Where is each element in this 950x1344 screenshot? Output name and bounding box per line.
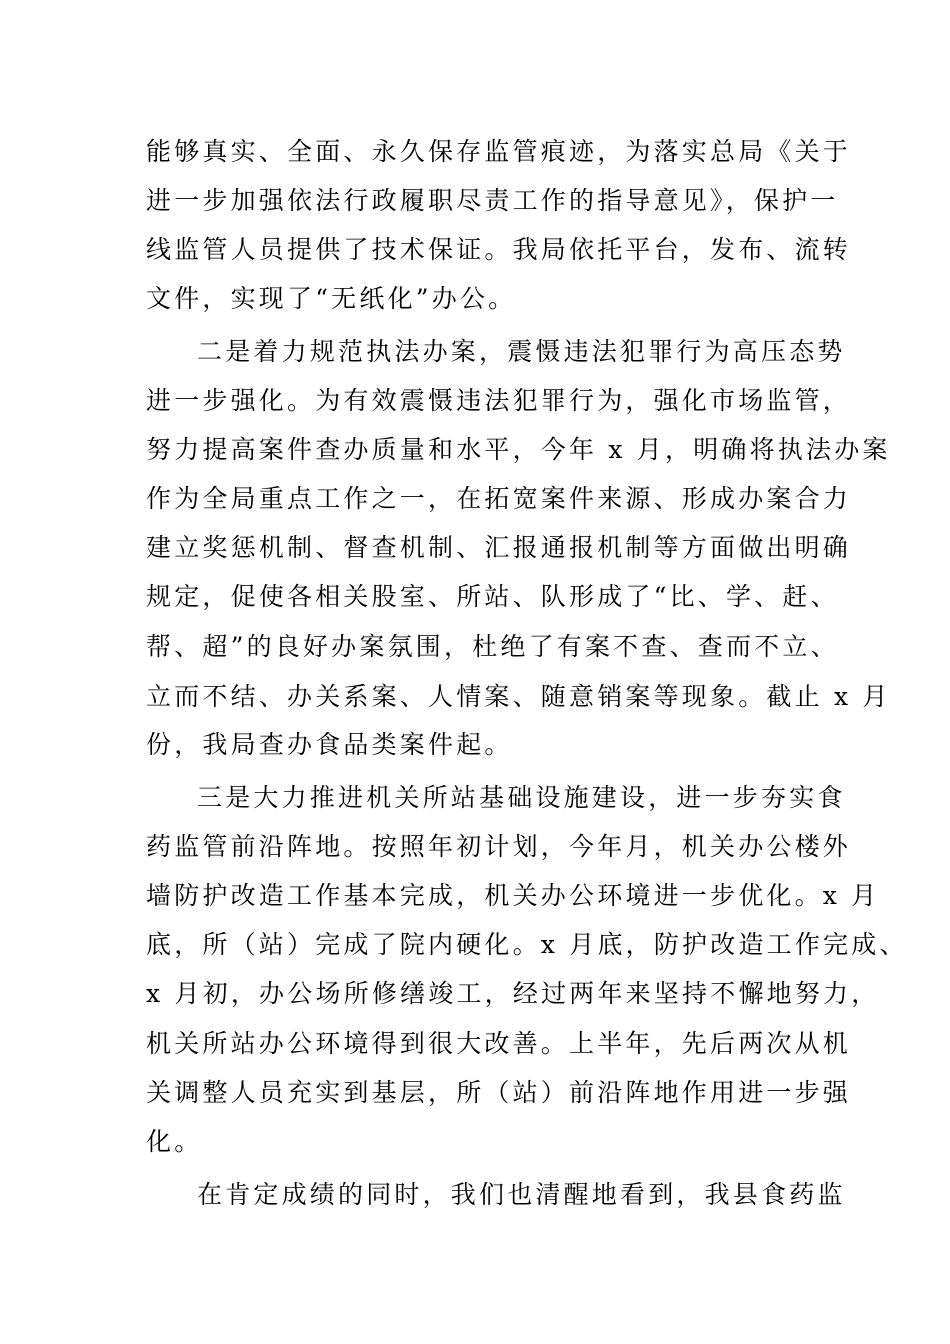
text-line-11: 帮、超”的良好办案氛围，杜绝了有案不查、查而不立、 xyxy=(146,632,839,661)
text-line-7: 努力提高案件查办质量和水平，今年 x 月，明确将执法办案 xyxy=(146,435,891,464)
text-line-10: 规定，促使各相关股室、所站、队形成了“比、学、赶、 xyxy=(146,582,839,611)
text-line-3: 线监管人员提供了技术保证。我局依托平台，发布、流转 xyxy=(146,235,852,264)
text-line-2: 进一步加强依法行政履职尽责工作的指导意见》，保护一 xyxy=(146,186,839,215)
text-line-8: 作为全局重点工作之一，在拓宽案件来源、形成办案合力 xyxy=(146,484,852,513)
text-line-4: 文件，实现了“无纸化”办公。 xyxy=(146,284,517,313)
text-line-19: 机关所站办公环境得到很大改善。上半年，先后两次从机 xyxy=(146,1029,852,1058)
text-line-15: 药监管前沿阵地。按照年初计划，今年月，机关办公楼外 xyxy=(146,832,852,861)
text-line-21: 化。 xyxy=(146,1127,203,1156)
paragraph-2-start: 二是着力规范执法办案，震慑违法犯罪行为高压态势 xyxy=(197,337,846,366)
text-line-12: 立而不结、办关系案、人情案、随意销案等现象。截止 x 月 xyxy=(146,682,891,711)
text-line-6: 进一步强化。为有效震慑违法犯罪行为，强化市场监管， xyxy=(146,386,852,415)
text-line-18: x 月初，办公场所修缮竣工，经过两年来坚持不懈地努力， xyxy=(146,979,880,1008)
text-line-16: 墙防护改造工作基本完成，机关办公环境进一步优化。x 月 xyxy=(146,881,880,910)
text-line-9: 建立奖惩机制、督查机制、汇报通报机制等方面做出明确 xyxy=(146,533,852,562)
text-line-20: 关调整人员充实到基层，所（站）前沿阵地作用进一步强 xyxy=(146,1078,852,1107)
text-line-1: 能够真实、全面、永久保存监管痕迹，为落实总局《关于 xyxy=(146,137,852,166)
text-line-13: 份，我局查办食品类案件起。 xyxy=(146,730,513,759)
paragraph-4-start: 在肯定成绩的同时，我们也清醒地看到，我县食药监 xyxy=(197,1180,846,1209)
text-line-17: 底，所（站）完成了院内硬化。x 月底，防护改造工作完成、 xyxy=(146,930,908,959)
paragraph-3-start: 三是大力推进机关所站基础设施建设，进一步夯实食 xyxy=(197,783,846,812)
